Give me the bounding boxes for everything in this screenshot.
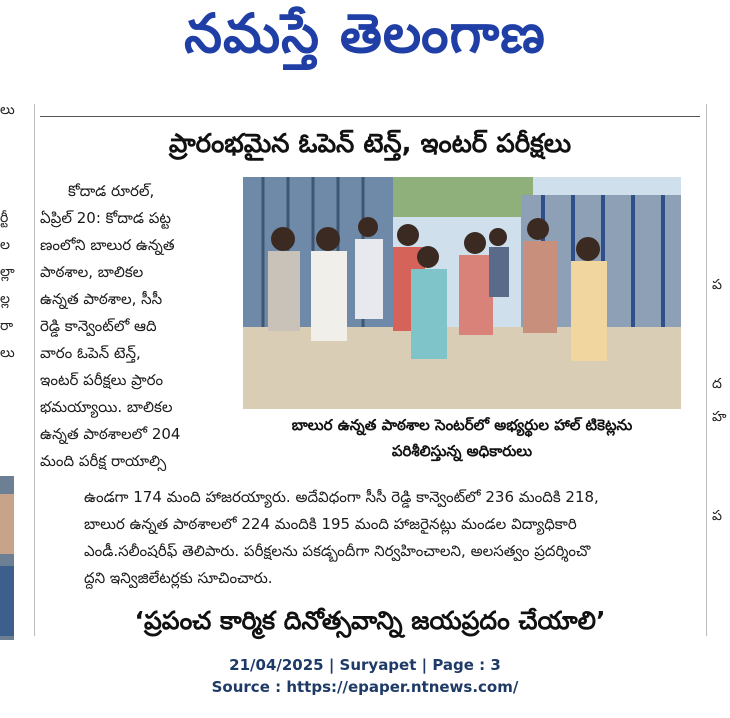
newspaper-clipping — [0, 84, 730, 640]
body-line: ఉండగా 174 మంది హాజరయ్యారు. అదేవిధంగా సీసీ రెడ్డి కాన్వెంట్‌లో 236 మందికి 218, — [84, 488, 599, 506]
edge-text — [0, 126, 20, 153]
column-rule-right — [706, 104, 707, 636]
next-article-headline: ‘ప్రపంచ కార్మిక దినోత్సవాన్ని జయప్రదం చేయాలి’ — [134, 606, 606, 635]
article-headline: ప్రారంభమైన ఓపెన్ టెన్త్, ఇంటర్ పరీక్షలు — [168, 129, 572, 159]
edge-text: ల్లా — [0, 264, 15, 280]
article-body-wide — [84, 484, 704, 592]
exam-centre-photo — [243, 177, 681, 409]
edge-text: ప — [712, 508, 722, 524]
footer-date-line: 21/04/2025 | Suryapet | Page : 3 — [229, 656, 501, 674]
adjacent-photo-left — [0, 476, 14, 640]
edge-text: ల్ల — [0, 291, 10, 307]
news-photo — [243, 177, 681, 409]
masthead — [0, 0, 730, 84]
newspaper-title: నమస్తే తెలంగాణ — [184, 2, 546, 65]
body-line: ద్దని ఇన్విజిలేటర్లకు సూచించారు. — [84, 569, 273, 587]
edge-text: ద — [712, 376, 722, 392]
body-line: ణంలోని బాలుర ఉన్నత — [40, 236, 175, 254]
caption-line: పరిశీలిస్తున్న అధికారులు — [391, 442, 533, 460]
photo-caption — [243, 412, 681, 464]
edge-text: లు — [0, 102, 15, 118]
body-line: భమయ్యాయి. బాలికల — [40, 398, 173, 416]
body-line: ఉన్నత పాఠశాల, సీసీ — [40, 290, 163, 308]
body-line: పాఠశాల, బాలికల — [40, 263, 144, 281]
article-top-rule — [40, 116, 700, 117]
edge-text: లు — [0, 345, 15, 361]
edge-text — [712, 244, 730, 277]
edge-text: రా — [0, 318, 14, 334]
body-line: ఇంటర్ పరీక్షలు ప్రారం — [40, 371, 164, 389]
edge-text — [0, 153, 20, 180]
edge-text: ల — [0, 237, 10, 253]
body-line: ఉన్నత పాఠశాలలో 204 — [40, 425, 181, 443]
body-line: ఎండీ.సలీంషరీఫ్ తెలిపారు. పరీక్షలను పకడ్బందీగా నిర్వహించాలని, అలసత్వం ప్రదర్శించొ — [84, 542, 591, 560]
body-line: వారం ఓపెన్ టెన్త్, — [40, 344, 141, 362]
edge-text — [712, 343, 730, 376]
caption-line: బాలుర ఉన్నత పాఠశాల సెంటర్‌లో అభ్యర్థుల హాల్ టికెట్లను — [291, 416, 633, 434]
edge-text — [712, 442, 730, 475]
edge-text — [0, 180, 20, 207]
body-line: మంది పరీక్ష రాయాల్సి — [40, 452, 167, 470]
source-footer — [0, 654, 730, 698]
edge-text: ప — [712, 277, 722, 293]
adjacent-column-right — [712, 244, 730, 541]
body-line: బాలుర ఉన్నత పాఠశాలలో 224 మందికి 195 మంది హాజరైనట్లు మండల విద్యాధికారి — [84, 515, 577, 533]
body-line: ఏప్రిల్ 20: కోదాడ పట్ట — [40, 209, 171, 227]
edge-text — [712, 475, 730, 508]
edge-text: హ — [712, 409, 727, 425]
adjacent-column-left — [0, 99, 20, 369]
footer-source-line: Source : https://epaper.ntnews.com/ — [211, 678, 519, 696]
edge-text — [712, 310, 730, 343]
article-body-column — [40, 178, 236, 475]
column-rule-left — [34, 104, 35, 636]
edge-text: ర్టీ — [0, 210, 9, 226]
body-line: రెడ్డి కాన్వెంట్‌లో ఆది — [40, 317, 157, 335]
body-line: కోదాడ రూరల్, — [68, 182, 155, 200]
